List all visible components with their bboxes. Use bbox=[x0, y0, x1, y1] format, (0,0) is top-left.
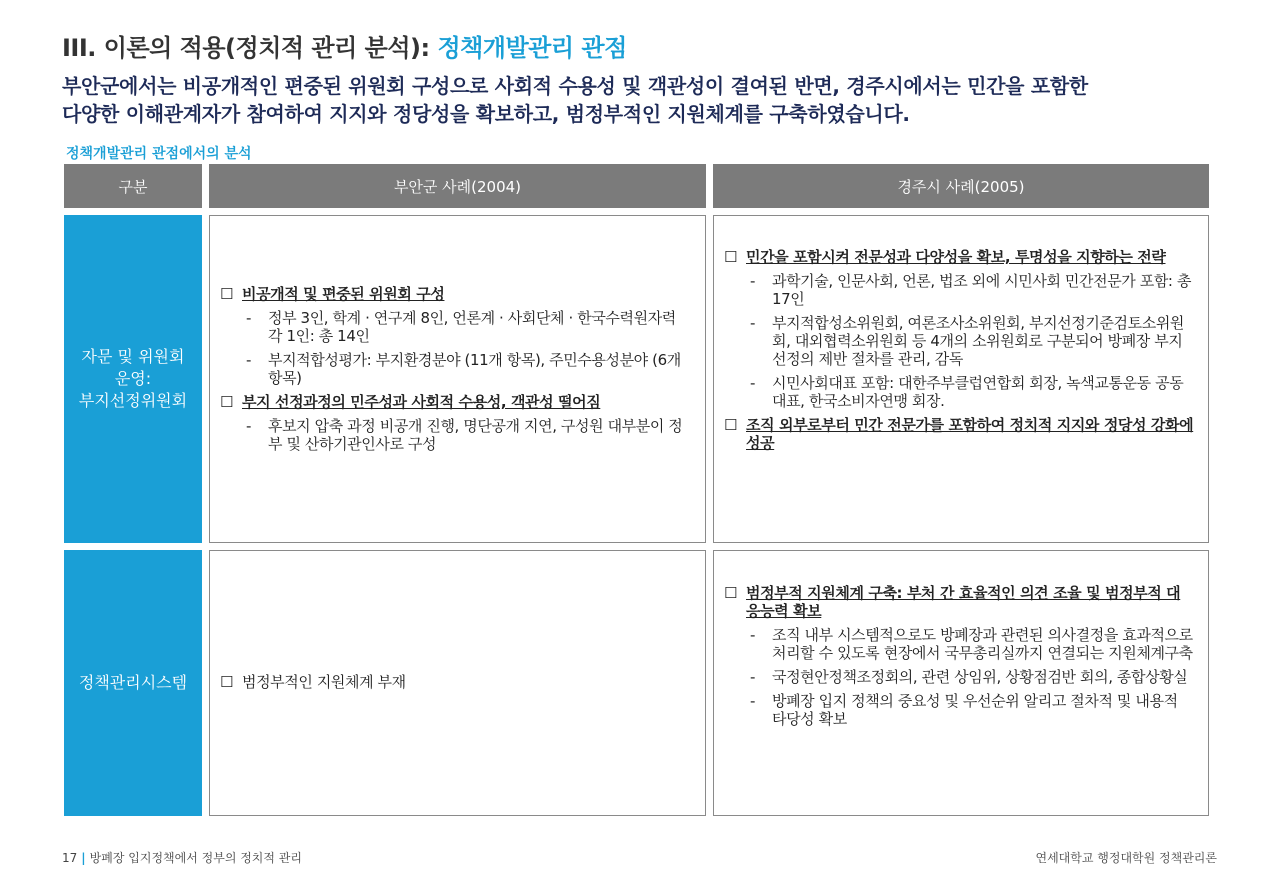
page-title bbox=[62, 28, 627, 63]
bullet-text: 조직 외부로부터 민간 전문가를 포함하여 정치적 지지와 정당성 강화에 성공 bbox=[746, 416, 1194, 452]
sub-text: 국정현안정책조정회의, 관련 상임위, 상황점검반 회의, 종합상황실 bbox=[772, 668, 1188, 686]
sub-item bbox=[242, 309, 690, 345]
sub-item bbox=[746, 272, 1194, 308]
header-gyeongju: 경주시 사례(2005) bbox=[713, 164, 1209, 208]
bullet-text: 민간을 포함시켜 전문성과 다양성을 확보, 투명성을 지향하는 전략 bbox=[746, 248, 1166, 266]
dash-icon: - bbox=[750, 626, 756, 644]
header-category: 구분 bbox=[64, 164, 202, 208]
bullet-item bbox=[220, 393, 690, 411]
dash-icon: - bbox=[750, 314, 756, 332]
checkbox-icon: ☐ bbox=[724, 416, 738, 434]
footer-separator: | bbox=[81, 851, 86, 865]
sub-item bbox=[242, 417, 690, 453]
sub-text: 방폐장 입지 정책의 중요성 및 우선순위 알리고 절차적 및 내용적 타당성 확보 bbox=[772, 692, 1178, 728]
dash-icon: - bbox=[246, 309, 252, 327]
checkbox-icon: ☐ bbox=[220, 285, 234, 303]
checkbox-icon: ☐ bbox=[220, 393, 234, 411]
gyeongju-committee-content bbox=[724, 248, 1194, 458]
bullet-text: 범정부적 지원체계 구축: 부처 간 효율적인 의견 조율 및 범정부적 대응능력 확보 bbox=[746, 584, 1181, 620]
bullet-item bbox=[220, 285, 690, 303]
sub-text: 과학기술, 인문사회, 언론, 법조 외에 시민사회 민간전문가 포함: 총 17인 bbox=[772, 272, 1192, 308]
sub-text: 부지적합성소위원회, 여론조사소위원회, 부지선정기준검토소위원회, 대외협력소위원회 등 4개의 소위원회로 구분되어 방폐장 부지 선정의 제반 절차를 관리, 감독 bbox=[772, 314, 1184, 368]
sub-item bbox=[746, 374, 1194, 410]
bullet-item bbox=[724, 248, 1194, 266]
dash-icon: - bbox=[246, 351, 252, 369]
bullet-text: 범정부적인 지원체계 부재 bbox=[242, 673, 406, 691]
dash-icon: - bbox=[750, 692, 756, 710]
sub-item bbox=[746, 668, 1194, 686]
buan-committee-content bbox=[220, 285, 690, 459]
row-label-line: 운영: bbox=[114, 369, 152, 388]
sub-item bbox=[242, 351, 690, 387]
sub-item bbox=[746, 626, 1194, 662]
bullet-item bbox=[220, 673, 690, 691]
sub-text: 조직 내부 시스템적으로도 방폐장과 관련된 의사결정을 효과적으로 처리할 수 있도록 현장에서 국무총리실까지 연결되는 지원체계구축 bbox=[772, 626, 1193, 662]
dash-icon: - bbox=[750, 374, 756, 392]
sub-text: 후보지 압축 과정 비공개 진행, 명단공개 지연, 구성원 대부분이 정부 및 산하기관인사로 구성 bbox=[268, 417, 683, 453]
header-buan: 부안군 사례(2004) bbox=[209, 164, 706, 208]
row-label-line: 부지선정위원회 bbox=[78, 391, 188, 410]
footer-right-text: 연세대학교 행정대학원 정책관리론 bbox=[1035, 851, 1217, 865]
row-label-line: 정책관리시스템 bbox=[78, 673, 188, 692]
buan-policy-content bbox=[220, 673, 690, 697]
row-label-committee bbox=[64, 215, 202, 543]
page-number: 17 bbox=[62, 851, 78, 865]
checkbox-icon: ☐ bbox=[220, 673, 234, 691]
sub-item bbox=[746, 314, 1194, 368]
footer-left bbox=[62, 849, 302, 866]
bullet-item bbox=[724, 584, 1194, 620]
bullet-item bbox=[724, 416, 1194, 452]
page-title-main: III. 이론의 적용(정치적 관리 분석): bbox=[62, 34, 438, 62]
dash-icon: - bbox=[246, 417, 252, 435]
summary-line-2: 다양한 이해관계자가 참여하여 지지와 정당성을 확보하고, 범정부적인 지원체계를 구축하였습니다. bbox=[62, 102, 910, 126]
checkbox-icon: ☐ bbox=[724, 584, 738, 602]
bullet-text: 비공개적 및 편중된 위원회 구성 bbox=[242, 285, 445, 303]
table-caption: 정책개발관리 관점에서의 분석 bbox=[66, 146, 252, 162]
sub-text: 정부 3인, 학계 · 연구계 8인, 언론계 · 사회단체 · 한국수력원자력 각 1인: 총 14인 bbox=[268, 309, 676, 345]
page-title-highlight: 정책개발관리 관점 bbox=[437, 34, 627, 62]
sub-item bbox=[746, 692, 1194, 728]
checkbox-icon: ☐ bbox=[724, 248, 738, 266]
gyeongju-policy-content bbox=[724, 584, 1194, 734]
dash-icon: - bbox=[750, 668, 756, 686]
summary-text bbox=[62, 72, 1232, 128]
row-label-committee-text bbox=[79, 346, 187, 412]
footer-left-text: 방폐장 입지정책에서 정부의 정치적 관리 bbox=[89, 851, 302, 865]
row-label-policy-system bbox=[64, 550, 202, 816]
bullet-text: 부지 선정과정의 민주성과 사회적 수용성, 객관성 떨어짐 bbox=[242, 393, 601, 411]
dash-icon: - bbox=[750, 272, 756, 290]
summary-line-1: 부안군에서는 비공개적인 편중된 위원회 구성으로 사회적 수용성 및 객관성이 결여된 반면, 경주시에서는 민간을 포함한 bbox=[62, 74, 1088, 98]
sub-text: 부지적합성평가: 부지환경분야 (11개 항목), 주민수용성분야 (6개 항목) bbox=[268, 351, 681, 387]
sub-text: 시민사회대표 포함: 대한주부클럽연합회 회장, 녹색교통운동 공동대표, 한국소비자연맹 회장. bbox=[772, 374, 1184, 410]
row-label-line: 자문 및 위원회 bbox=[81, 347, 185, 366]
